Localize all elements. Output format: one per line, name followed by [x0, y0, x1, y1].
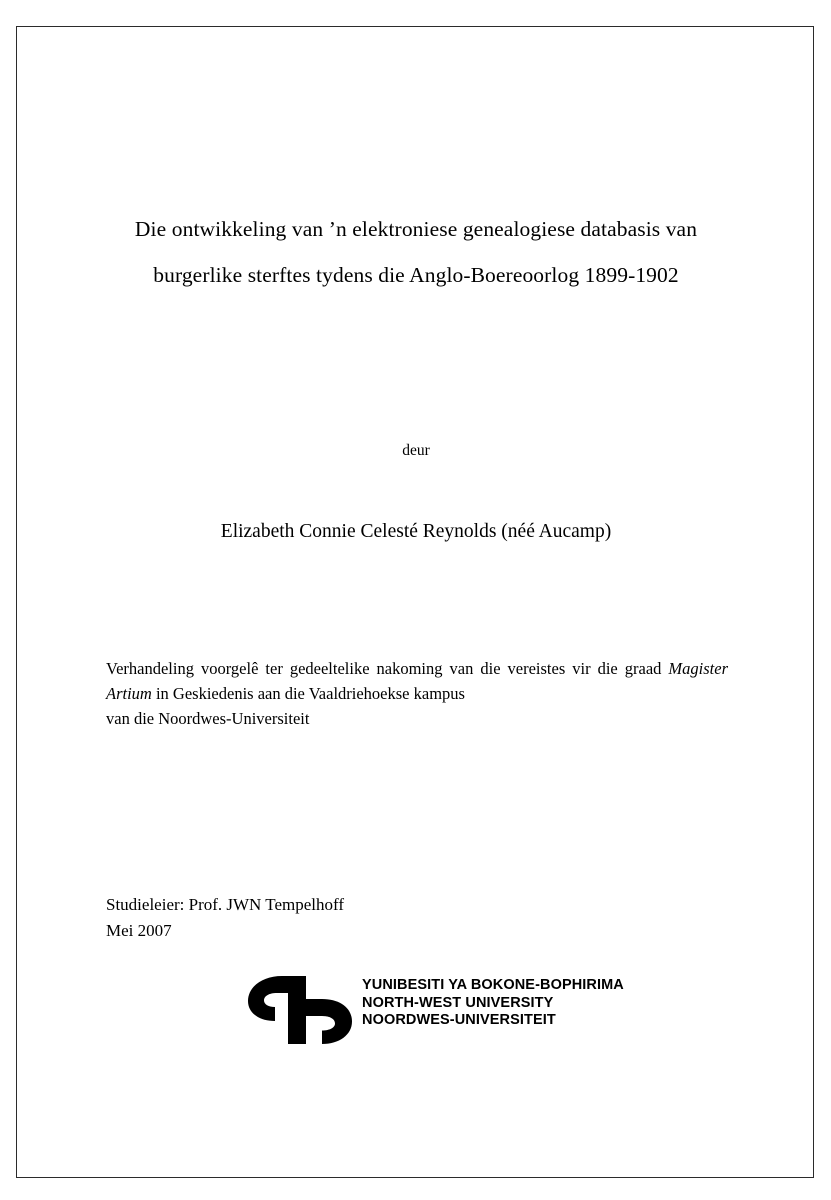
logo-line-2: NORTH-WEST UNIVERSITY — [362, 994, 554, 1011]
title-page-content — [96, 26, 736, 1178]
degree-statement-part-2: in Geskiedenis aan die Vaaldriehoekse kampus — [151, 684, 465, 703]
submission-date: Mei 2007 — [106, 921, 172, 940]
north-west-university-logo-icon — [244, 974, 360, 1046]
author-name: Elizabeth Connie Celesté Reynolds (néé Aucamp) — [220, 521, 612, 542]
university-logo-block — [244, 972, 644, 1048]
degree-statement — [106, 656, 728, 731]
logo-line-3: NOORDWES-UNIVERSITEIT — [362, 1012, 556, 1028]
supervisor-name: Studieleier: Prof. JWN Tempelhoff — [106, 895, 345, 914]
title-line-1: Die ontwikkeling van ’n elektroniese genealogiese databasis van — [134, 217, 698, 241]
supervisor-block — [106, 892, 606, 944]
byline-label: deur — [402, 442, 430, 459]
degree-statement-part-3: van die Noordwes-Universiteit — [106, 709, 310, 728]
degree-name: Magister Artium — [106, 659, 728, 703]
university-logo-text — [362, 977, 624, 1030]
page-title — [96, 206, 736, 298]
logo-line-1: YUNIBESITI YA BOKONE-BOPHIRIMA — [362, 977, 624, 993]
title-line-2: burgerlike sterftes tydens die Anglo-Boereoorlog 1899-1902 — [153, 263, 679, 287]
degree-statement-part-1: Verhandeling voorgelê ter gedeeltelike nakoming van die vereistes vir die graad — [106, 659, 669, 678]
